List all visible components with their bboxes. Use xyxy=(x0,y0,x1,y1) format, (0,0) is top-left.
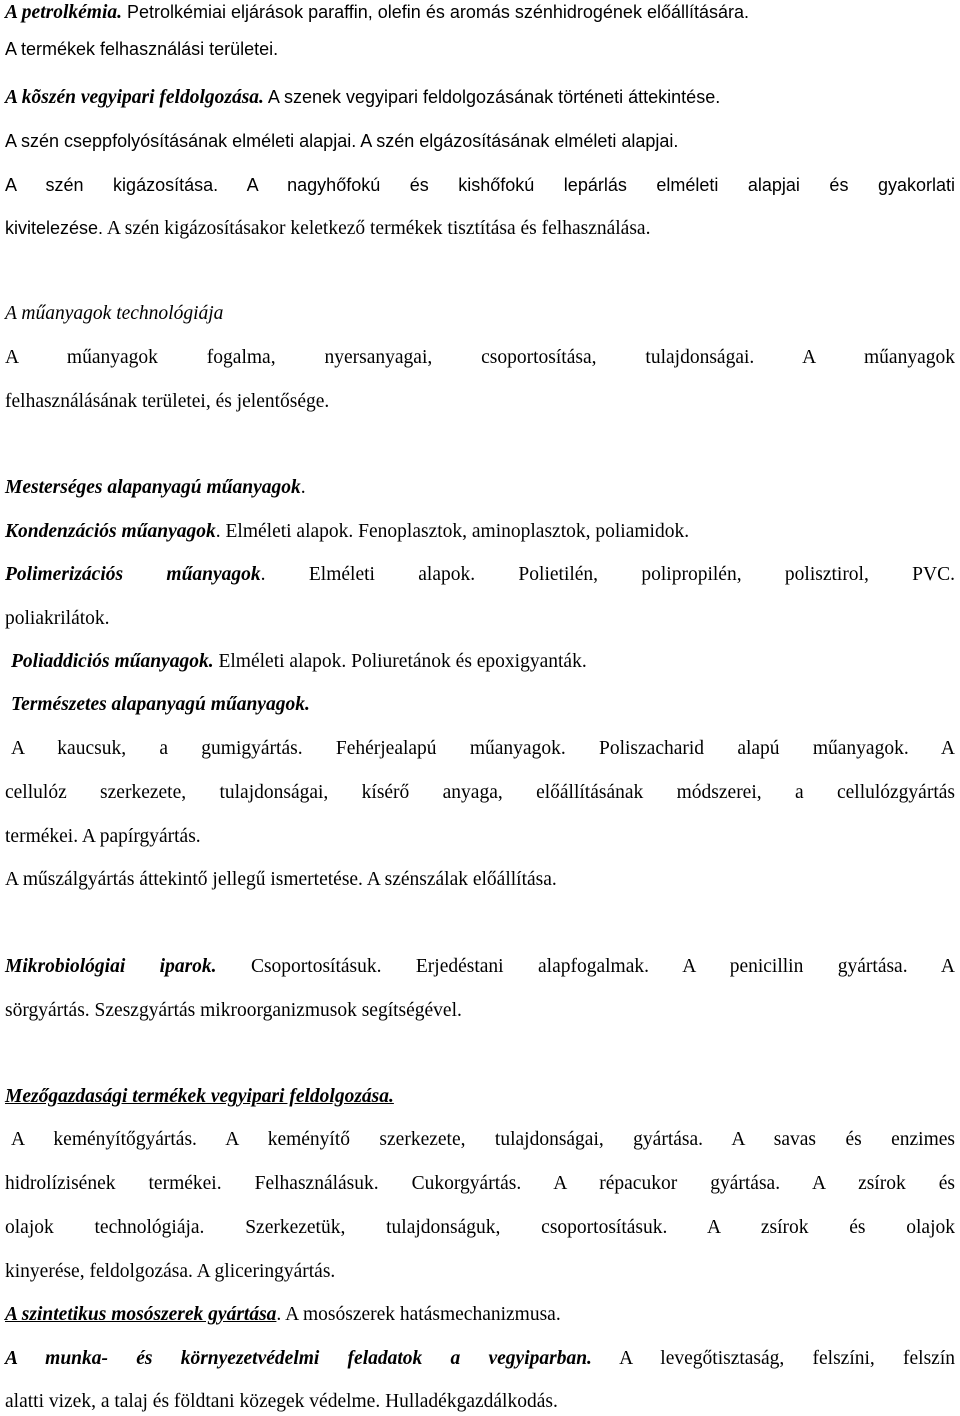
mikro-text: Csoportosításuk. Erjedéstani alapfogalmak. A penicillin gyártása. A xyxy=(216,956,955,977)
koszen-line-4b: A szén kigázosításakor keletkező termékek tisztítása és felhasználása. xyxy=(103,218,651,239)
mezo-line-4: kinyerése, feldolgozása. A gliceringyártás. xyxy=(5,1261,336,1282)
mezo-line-3: olajok technológiája. Szerkezetük, tulajdonságuk, csoportosításuk. A zsírok és olajok xyxy=(5,1217,955,1238)
mikro-line-2: sörgyártás. Szeszgyártás mikroorganizmusok segítségével. xyxy=(5,1000,462,1021)
koszen-line-2: A szén cseppfolyósításának elméleti alapjai. A szén elgázosításának elméleti alapjai. xyxy=(5,131,679,151)
munka-title: A munka- és környezetvédelmi feladatok a vegyiparban. xyxy=(5,1348,592,1369)
poliaddicios-title: Poliaddiciós műanyagok. xyxy=(11,651,214,672)
szintetikus-title: A szintetikus mosószerek gyártása xyxy=(5,1304,277,1325)
koszen-line-1 xyxy=(5,85,955,109)
petrolkemia-line-1 xyxy=(5,0,955,24)
polimerizacios-line-2: poliakrilátok. xyxy=(5,608,110,629)
kondenzacios-text: . Elméleti alapok. Fenoplasztok, aminoplasztok, poliamidok. xyxy=(215,521,690,542)
koszen-line-3: A szén kigázosítása. A nagyhőfokú és kishőfokú lepárlás elméleti alapjai és gyakorlati xyxy=(5,175,955,195)
termeszetes-title: Természetes alapanyagú műanyagok. xyxy=(11,694,310,715)
koszen-line-4 xyxy=(5,216,955,240)
poliaddicios-line xyxy=(11,650,955,674)
polimerizacios-line-1 xyxy=(5,563,955,587)
polimerizacios-title: Polimerizációs műanyagok xyxy=(5,564,261,585)
koszen-title: A kõszén vegyipari feldolgozása. xyxy=(5,87,264,108)
koszen-line-4a: kivitelezése. xyxy=(5,218,104,238)
kondenzacios-line xyxy=(5,520,955,544)
mezo-line-2: hidrolízisének termékei. Felhasználásuk. Cukorgyártás. A répacukor gyártása. A zsírok és xyxy=(5,1173,955,1194)
mikro-line-1 xyxy=(5,955,955,979)
mesterseges-title: Mesterséges alapanyagú műanyagok xyxy=(5,477,301,498)
munka-text: A levegőtisztaság, felszíni, felszín xyxy=(591,1348,955,1369)
szintetikus-text: . A mosószerek hatásmechanizmusa. xyxy=(276,1304,561,1325)
munka-line-2: alatti vizek, a talaj és földtani közegek védelme. Hulladékgazdálkodás. xyxy=(5,1391,558,1412)
munka-line-1 xyxy=(5,1347,955,1371)
kondenzacios-title: Kondenzációs műanyagok xyxy=(5,521,216,542)
szintetikus-line xyxy=(5,1303,955,1327)
petrolkemia-text: Petrolkémiai eljárások paraffin, olefin és aromás szénhidrogének előállítására. xyxy=(122,2,750,22)
polimerizacios-text: . Elméleti alapok. Polietilén, polipropilén, polisztirol, PVC. xyxy=(260,564,955,585)
poliaddicios-text: Elméleti alapok. Poliuretánok és epoxigyanták. xyxy=(213,651,587,672)
mezo-heading: Mezőgazdasági termékek vegyipari feldolgozása. xyxy=(5,1086,394,1107)
muszal-line: A műszálgyártás áttekintő jellegű ismertetése. A szénszálak előállítása. xyxy=(5,869,557,890)
muanyag-p1-line-1: A műanyagok fogalma, nyersanyagai, csoportosítása, tulajdonságai. A műanyagok xyxy=(5,347,955,368)
muanyag-p1-line-2: felhasználásának területei, és jelentősége. xyxy=(5,391,330,412)
kaucsuk-line-2: cellulóz szerkezete, tulajdonságai, kísérő anyaga, előállításának módszerei, a cellulózgyártás xyxy=(5,782,955,803)
petrolkemia-line-2: A termékek felhasználási területei. xyxy=(5,39,279,59)
kaucsuk-line-3: termékei. A papírgyártás. xyxy=(5,826,201,847)
kaucsuk-line-1: A kaucsuk, a gumigyártás. Fehérjealapú műanyagok. Poliszacharid alapú műanyagok. A xyxy=(11,738,955,759)
petrolkemia-title: A petrolkémia. xyxy=(5,2,122,23)
muanyag-heading: A műanyagok technológiája xyxy=(5,303,224,324)
mesterseges-dot: . xyxy=(300,477,306,498)
mesterseges-line xyxy=(5,476,955,500)
koszen-text: A szenek vegyipari feldolgozásának történeti áttekintése. xyxy=(263,87,721,107)
mezo-line-1: A keményítőgyártás. A keményítő szerkezete, tulajdonságai, gyártása. A savas és enzimes xyxy=(11,1129,955,1150)
mikro-title: Mikrobiológiai iparok. xyxy=(5,956,217,977)
